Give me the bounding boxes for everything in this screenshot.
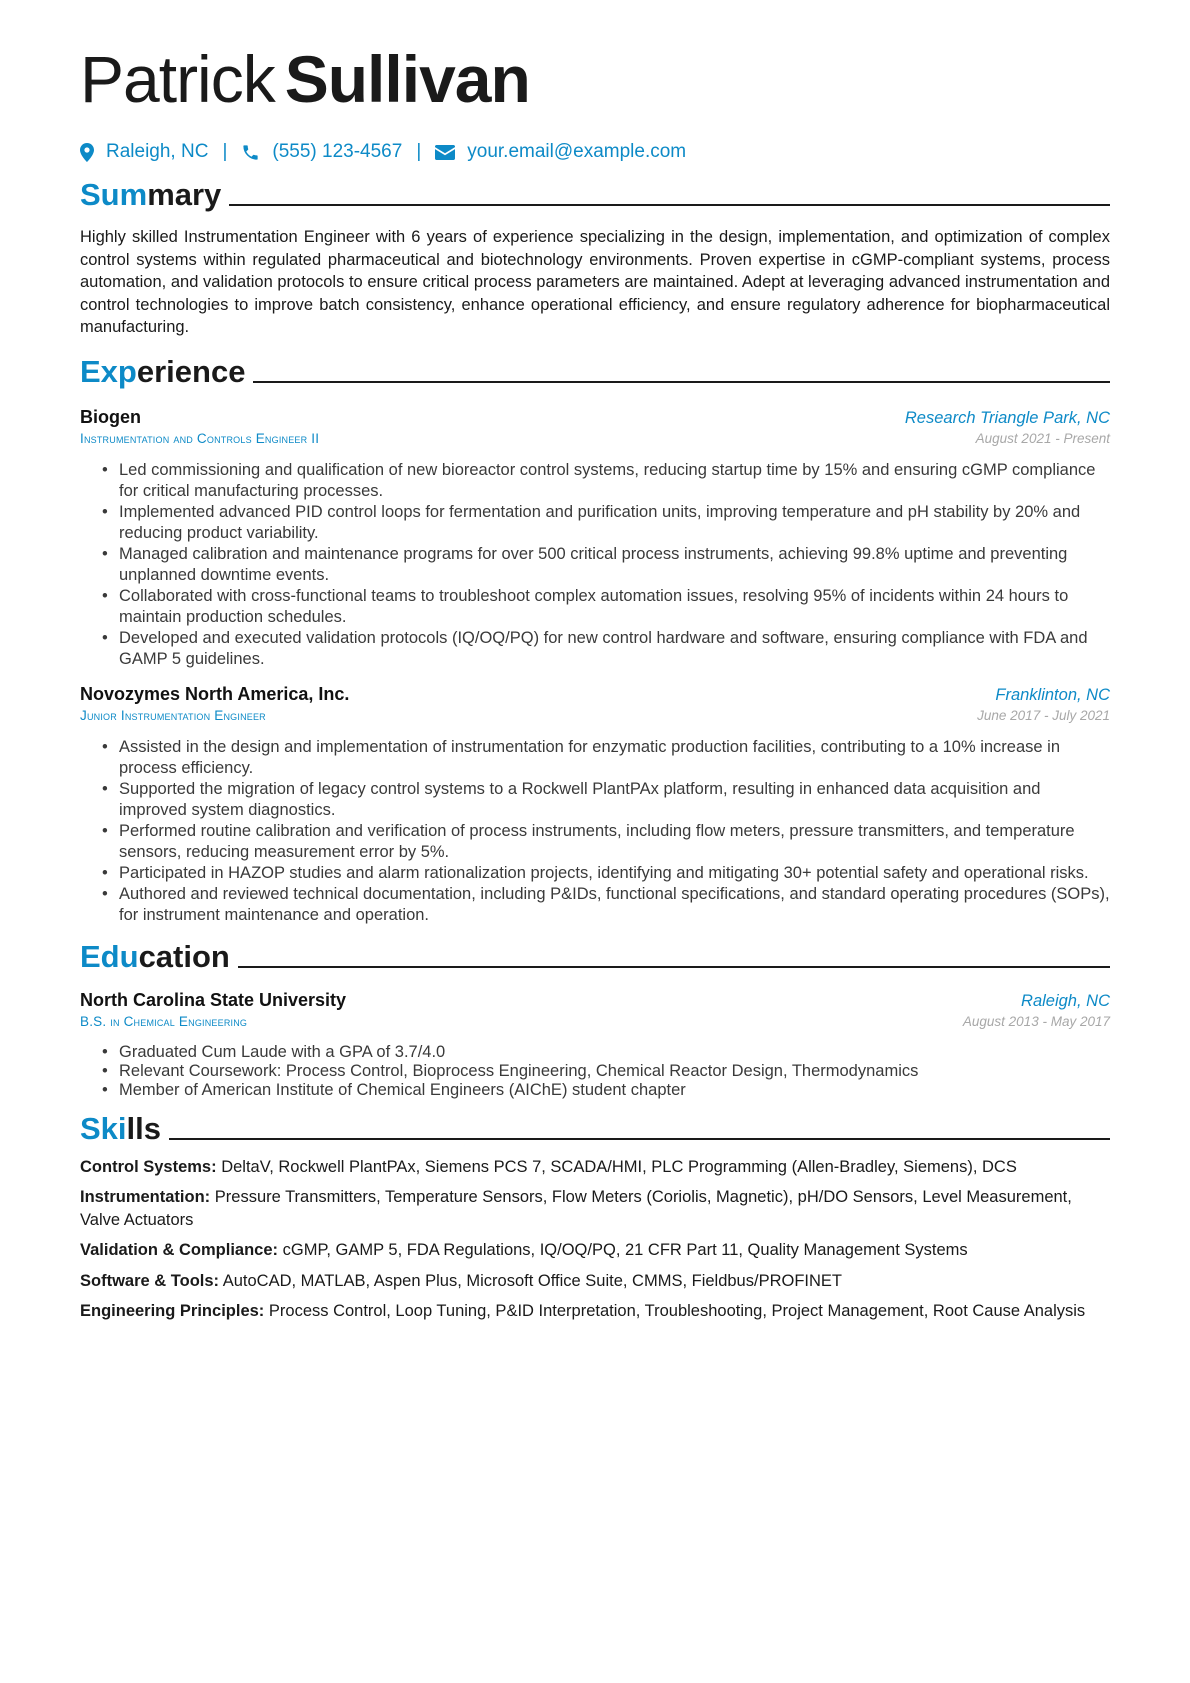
job-location: Franklinton, NC	[995, 685, 1110, 704]
contact-bar	[80, 138, 1110, 166]
bullet-item: • Relevant Coursework: Process Control, Bioprocess Engineering, Chemical Reactor Design, Thermodynamics	[102, 1062, 1110, 1081]
job-entry	[80, 684, 1110, 926]
job-dates: June 2017 - July 2021	[977, 707, 1110, 723]
bullet-item: • Authored and reviewed technical documentation, including P&IDs, functional specifications, and standard operating procedures (SOPs), for instrument maintenance and operation.	[102, 884, 1110, 926]
bullet-item: • Led commissioning and qualification of new bioreactor control systems, reducing startup time by 15% and ensuring cGMP compliance for critical manufacturing processes.	[102, 460, 1110, 502]
bullet-item: • Managed calibration and maintenance programs for over 500 critical process instruments, achieving 99.8% uptime and preventing unplanned downtime events.	[102, 544, 1110, 586]
company-name: Novozymes North America, Inc.	[80, 683, 350, 704]
bullet-item: • Implemented advanced PID control loops for fermentation and purification units, improving temperature and pH stability by 20% and reducing product variability.	[102, 502, 1110, 544]
section-rule	[253, 381, 1110, 383]
education-bullets	[80, 1043, 1110, 1100]
email-text: your.email@example.com	[467, 141, 687, 162]
job-dates: August 2021 - Present	[975, 430, 1110, 446]
skill-value: cGMP, GAMP 5, FDA Regulations, IQ/OQ/PQ, 21 CFR Part 11, Quality Management Systems	[282, 1241, 968, 1259]
phone-text: (555) 123-4567	[272, 141, 403, 162]
education-heading	[80, 938, 1110, 976]
section-title	[80, 176, 221, 214]
title-accent: Sum	[80, 177, 148, 212]
candidate-name	[80, 40, 1110, 118]
bullet-item: • Performed routine calibration and verification of process instruments, including flow meters, pressure transmitters, and temperature sensors, reducing measurement error by 5%.	[102, 821, 1110, 863]
job-title: Junior Instrumentation Engineer	[80, 707, 266, 723]
contact-email[interactable]	[435, 141, 686, 163]
skills-heading	[80, 1110, 1110, 1148]
skill-value: Pressure Transmitters, Temperature Sensors, Flow Meters (Coriolis, Magnetic), pH/DO Sensors, Level Measurement, Valve Actuators	[80, 1188, 1072, 1229]
title-rest: erience	[136, 353, 246, 389]
job-bullets	[80, 737, 1110, 926]
job-entry	[80, 407, 1110, 670]
skill-label: Engineering Principles:	[80, 1302, 265, 1320]
bullet-item: • Participated in HAZOP studies and alarm rationalization projects, identifying and mitigating 30+ potential safety and operational risks.	[102, 863, 1110, 884]
job-location: Research Triangle Park, NC	[904, 408, 1110, 427]
title-accent: Exp	[80, 353, 137, 389]
degree: B.S. in Chemical Engineering	[80, 1013, 248, 1029]
bullet-item: • Supported the migration of legacy control systems to a Rockwell PlantPAx platform, resulting in enhanced data acquisition and improved system diagnostics.	[102, 779, 1110, 821]
contact-separator: |	[416, 141, 422, 162]
title-rest: cation	[138, 938, 230, 974]
contact-location	[80, 141, 208, 163]
skill-value: AutoCAD, MATLAB, Aspen Plus, Microsoft Office Suite, CMMS, Fieldbus/PROFINET	[222, 1271, 842, 1290]
skill-row	[80, 1156, 1110, 1179]
section-title	[80, 353, 245, 391]
skill-value: DeltaV, Rockwell PlantPAx, Siemens PCS 7, SCADA/HMI, PLC Programming (Allen-Bradley, Siemens), DCS	[221, 1157, 1017, 1176]
location-text: Raleigh, NC	[106, 141, 209, 162]
title-rest: lls	[126, 1110, 161, 1146]
phone-icon	[241, 143, 260, 162]
section-rule	[169, 1138, 1110, 1140]
education-dates: August 2013 - May 2017	[962, 1013, 1110, 1029]
section-title	[80, 938, 230, 976]
company-name: Biogen	[80, 406, 141, 427]
job-bullets	[80, 460, 1110, 670]
contact-separator: |	[222, 141, 228, 162]
bullet-item: • Collaborated with cross-functional teams to troubleshoot complex automation issues, resolving 95% of incidents within 24 hours to maintain production schedules.	[102, 586, 1110, 628]
skills-list	[80, 1156, 1110, 1323]
skill-value: Process Control, Loop Tuning, P&ID Interpretation, Troubleshooting, Project Management, Root Cause Analysis	[268, 1302, 1086, 1320]
job-title: Instrumentation and Controls Engineer II	[80, 430, 320, 446]
education-entry	[80, 990, 1110, 1100]
title-accent: Edu	[80, 938, 139, 974]
bullet-item: • Graduated Cum Laude with a GPA of 3.7/4.0	[102, 1043, 1110, 1062]
bullet-item: • Assisted in the design and implementation of instrumentation for enzymatic production facilities, contributing to a 10% increase in process efficiency.	[102, 737, 1110, 779]
school-name: North Carolina State University	[80, 989, 347, 1010]
map-pin-icon	[80, 143, 94, 162]
section-title	[80, 1110, 161, 1148]
skill-label: Validation & Compliance:	[80, 1241, 279, 1259]
section-rule	[238, 966, 1110, 968]
school-location: Raleigh, NC	[1021, 991, 1110, 1010]
skill-row	[80, 1239, 1110, 1262]
envelope-icon	[435, 145, 455, 160]
summary-text: Highly skilled Instrumentation Engineer with 6 years of experience specializing in the design, implementation, and optimization of complex control systems within regulated pharmaceutical and biotechnology environments. Proven expertise in cGMP-compliant systems, process automation, and validation protocols to ensure critical process parameters are maintained. Adept at leveraging advanced instrumentation and control technologies to improve batch consistency, enhance operational efficiency, and ensure regulatory adherence for biopharmaceutical manufacturing.	[80, 228, 1110, 336]
title-rest: mary	[147, 177, 222, 212]
experience-heading	[80, 353, 1110, 391]
summary-heading	[80, 176, 1110, 214]
first-name: Patrick	[80, 42, 275, 116]
contact-phone[interactable]	[241, 141, 402, 163]
skill-label: Instrumentation:	[80, 1188, 211, 1206]
section-rule	[229, 204, 1110, 206]
skill-row	[80, 1300, 1110, 1323]
skill-row	[80, 1270, 1110, 1293]
last-name: Sullivan	[284, 42, 530, 116]
skill-row	[80, 1186, 1110, 1231]
skill-label: Control Systems:	[80, 1157, 217, 1176]
skill-label: Software & Tools:	[80, 1271, 220, 1290]
bullet-item: • Member of American Institute of Chemical Engineers (AIChE) student chapter	[102, 1081, 1110, 1100]
bullet-item: • Developed and executed validation protocols (IQ/OQ/PQ) for new control hardware and software, ensuring compliance with FDA and GAMP 5 guidelines.	[102, 628, 1110, 670]
title-accent: Ski	[80, 1110, 127, 1146]
